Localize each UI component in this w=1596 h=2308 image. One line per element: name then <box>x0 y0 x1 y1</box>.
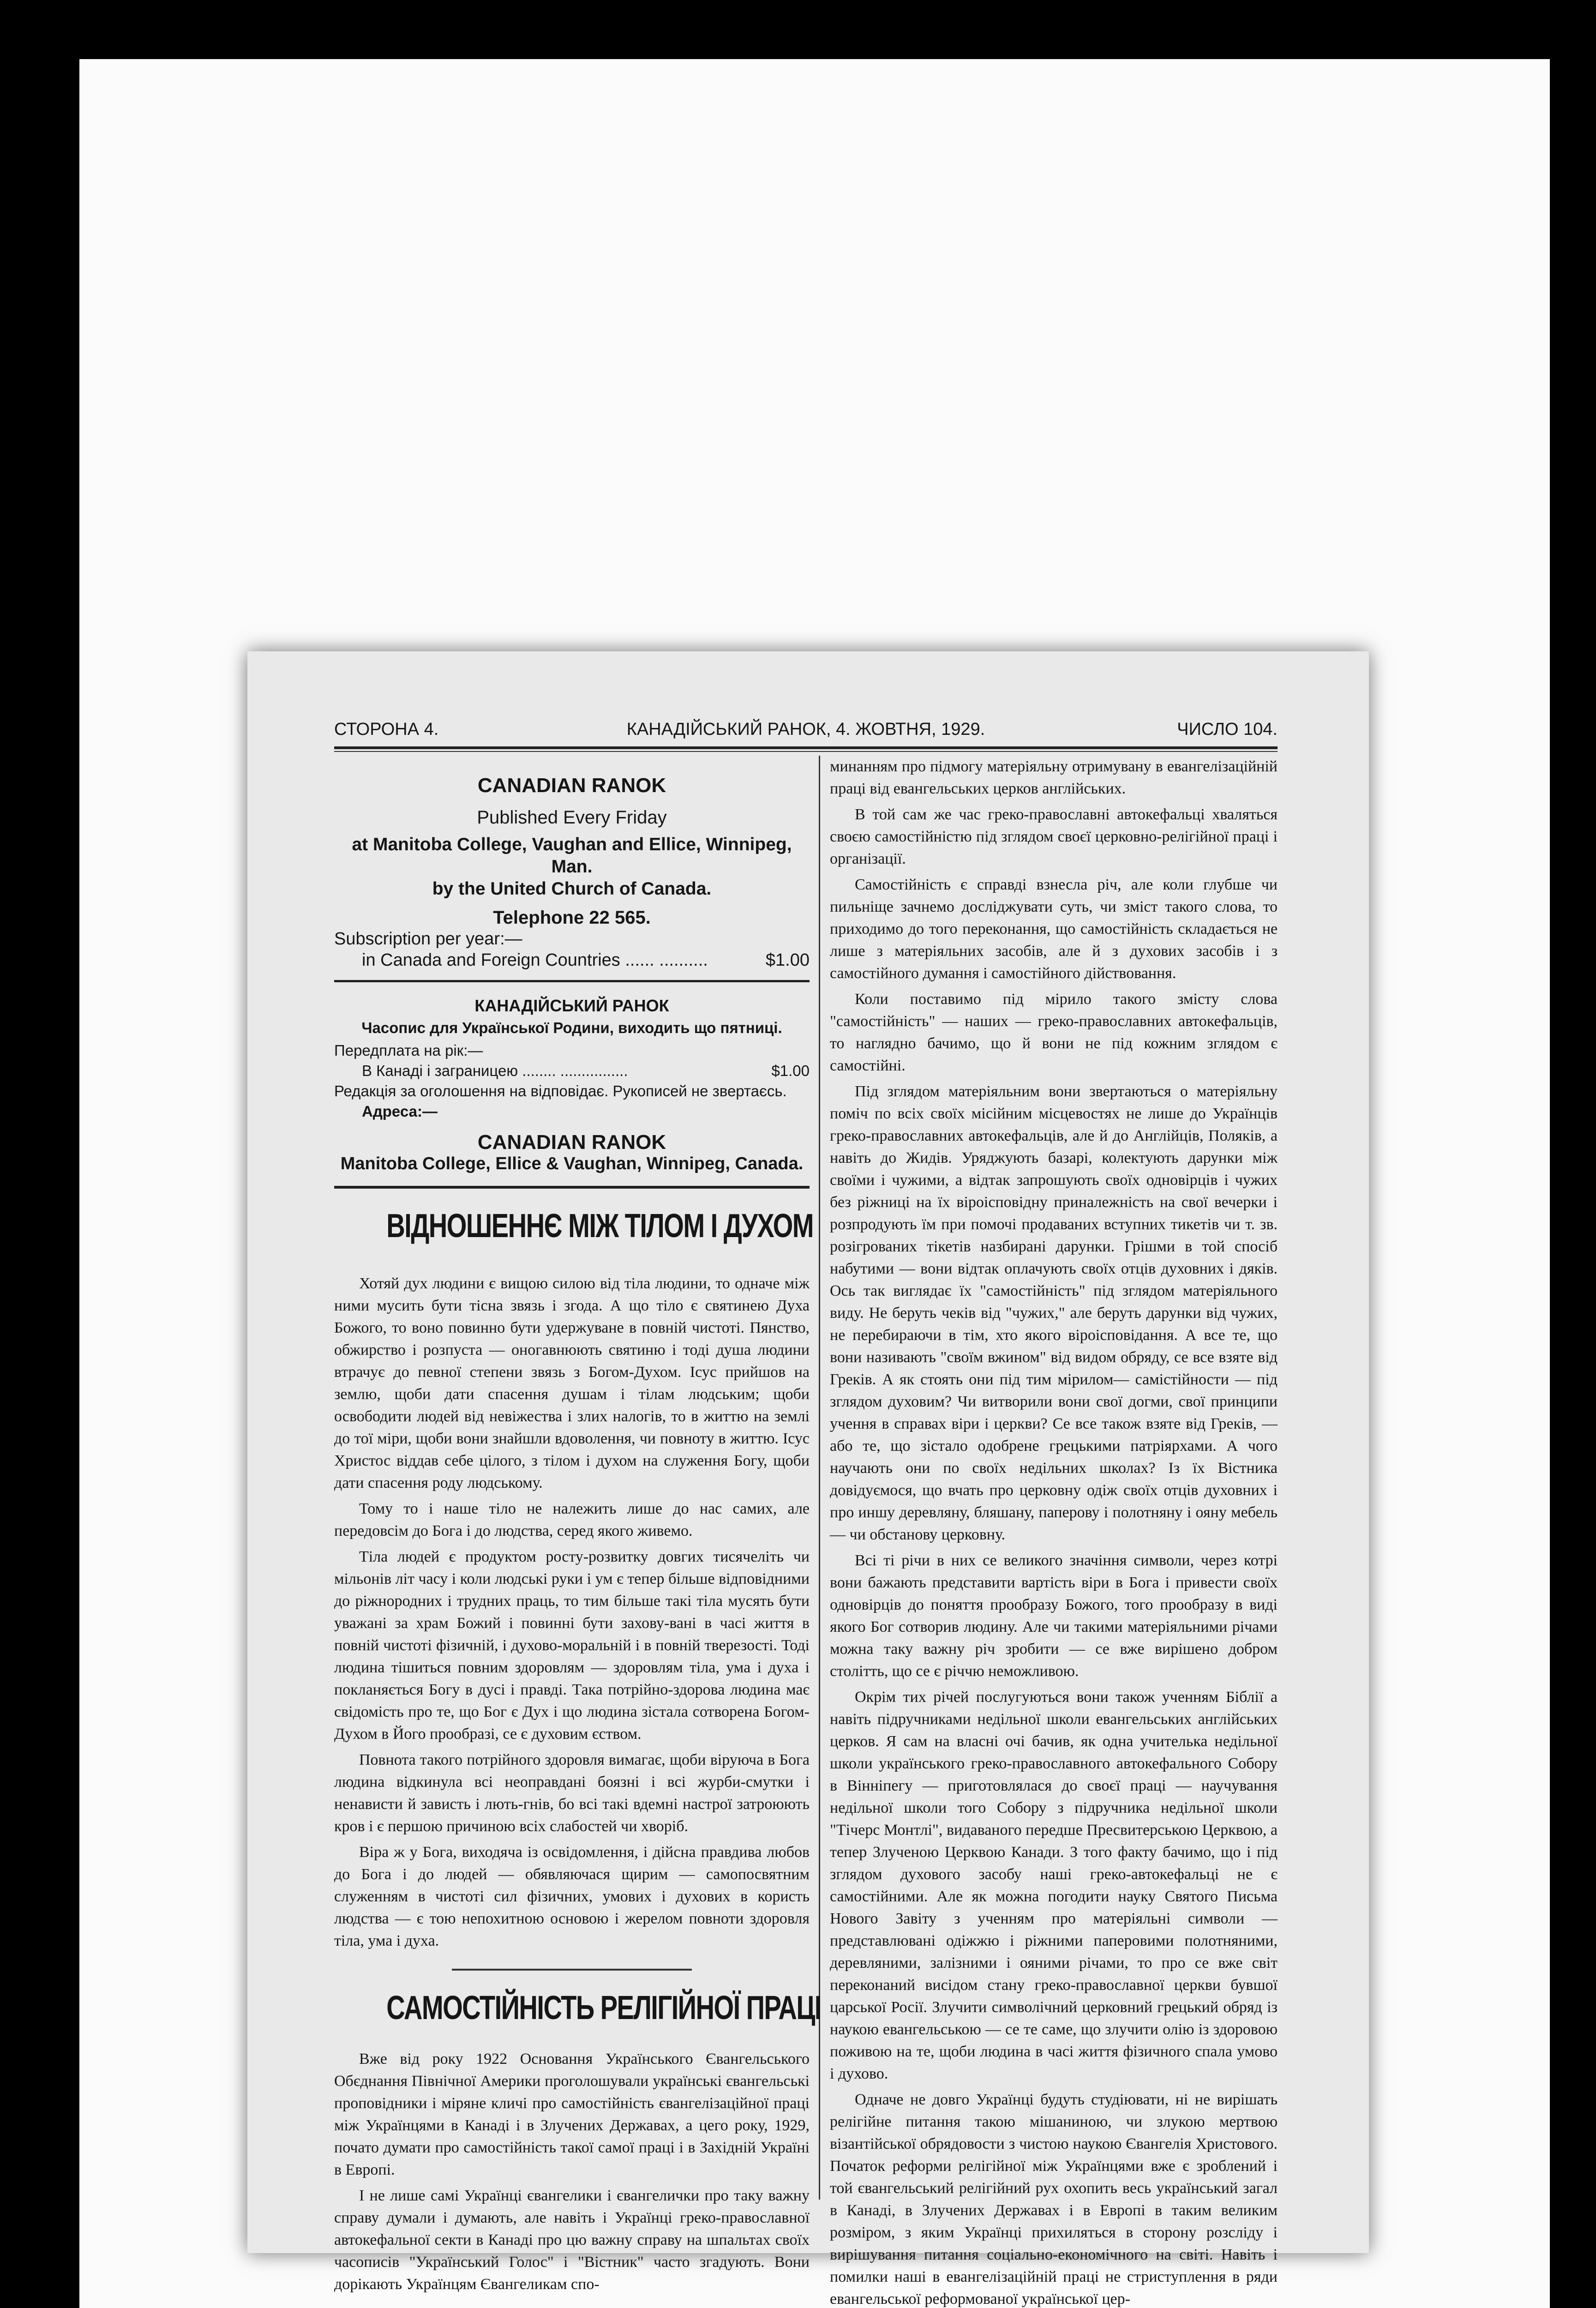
article-paragraph: Тіла людей є продуктом росту-розвитку довгих тисячеліть чи мільонів літ часу і коли людські руки і ум є тепер більше відповідними до ріжнородних і трудних праць, то тим більше такі тіла мусять бути уважані за храм Божий і повинні бути захову-вані в часі життя в повній чистоті фізичній, і духово-моральній і в повній тверезості. Тоді людина тішиться повним здоровлям — здоровлям тіла, ума і духа і покланяється Богу в дусі і правді. Така потрійно-здорова людина має свідомість про те, що Бог є Дух і що людина зістала сотворена Богом-Духом в Його прообразі, се є духовим єством. <box>334 1548 810 1743</box>
masthead-rule <box>334 980 810 982</box>
ua-editorial-notice: Редакція за оголошення на відповідає. Рукописей не звертаєсь. <box>334 1082 787 1100</box>
subscription-text: in Canada and Foreign Countries ...... .......... <box>362 950 708 970</box>
article-paragraph: Вже від року 1922 Основання Українського Євангельського Обєднання Північної Америки проголошували українські євангельські проповідники і міряне кличі про самостійність євангелізаційної праці між Українцями в Канаді і в Злучених Державах, а цего року, 1929, почато думати про самостійність такої самої праці і в Західній Україні в Европі. <box>334 2050 810 2178</box>
article-paragraph: Коли поставимо під мірило такого змісту слова "самостійність" — наших — греко-православних автокефальців, то наглядно бачимо, що й вони не під кожним зглядом є самостійні. <box>830 991 1278 1074</box>
ua-subscription-price: $1.00 <box>771 1062 810 1079</box>
ua-subscription-row <box>334 1061 810 1081</box>
article-text <box>334 2048 810 2296</box>
subscription-label: Subscription per year:— <box>334 929 522 949</box>
ua-subscription-text: В Канаді і заграницею ........ ................ <box>362 1062 628 1079</box>
masthead-address-line1: at Manitoba College, Vaughan and Ellice, Winnipeg, Man. <box>352 835 792 877</box>
article-body-soul <box>334 1207 814 1952</box>
page-header <box>334 720 1278 742</box>
masthead-ukrainian <box>334 996 810 1174</box>
article-paragraph: Під зглядом матеріяльним вони звертаються о матеріяльну поміч по всіх своїх місійним місцевостях не лише до Українців греко-православних автокефальців, але й до Англійців, Поляків, а навіть до Жидів. Уряджують базарі, колектують дарунки між своїми і чужими, а відтак запрошують своїх одновірців і чужих без ріжниці на їх віроісповідну приналежність на свої вечерки і розпродують їм при помочі продаваних вступних тикетів чи т. зв. розігрованих тікетів назбирані дарунки. Грішми в той спосіб набутими — вони відтак оплачують своїх отців духовних і дяків. Ось так виглядає їх "самостійність" під зглядом матеріяльного виду. Не беруть чеків від "чужих," але беруть дарунки від чужих, не перебираючи в тім, хто якого віроісповідання. А все те, що вони називають "своїм вжином" від видом обряду, се все взяте від Греків. А як стоять они під тим мірилом— самістійности — під зглядом духовим? Чи витворили вони свої догми, свої принципи учення в справах віри і церкви? Се все також взяте від Греків, — або те, що зістало одобрене грецькими патріярхами. А чого научають они по своїх недільних школах? Із їх Вістника довідуємося, що вчать про церковну одіж своїх отців духовних і про иншу деревляну, бляшану, паперову і полотняну і ояну мебель — чи обстанову церковну. <box>830 1083 1278 1543</box>
right-column <box>830 756 1278 2308</box>
article-headline: САМОСТІЙНІСТЬ РЕЛІГІЙНОЇ ПРАЦІ <box>386 1989 821 2026</box>
masthead-address-line2: by the United Church of Canada. <box>432 879 712 899</box>
masthead-address <box>334 834 810 900</box>
ua-masthead-subtitle: Часопис для Української Родини, виходить що пятниці. <box>361 1019 782 1036</box>
address-title: CANADIAN RANOK <box>477 1131 666 1154</box>
article-paragraph: Одначе не довго Українці будуть студіювати, ні не вирішать релігійне питання такою мішаниною, чи злукою мертвою візантійської обрядовости з чистою наукою Євангелія Христового. Початок реформи релігійної між Українцями вже є зроблений і той євангельський релігійний рух охопить весь український загал в Канаді, в Злучених Державах і в Европі в таким великим розміром, з яким Українці прихиляться в сторону розсліду і вирішування питання соціально-економічного на світі. Навіть і помилки наші в евангелізаційній праці не стриступлення в ряди евангельської реформованої української цер- <box>830 2091 1278 2308</box>
column-divider <box>819 756 820 2200</box>
newspaper-dateline: КАНАДІЙСЬКИЙ РАНОК, 4. ЖОВТНЯ, 1929. <box>626 720 985 739</box>
newspaper-page <box>247 651 1369 2308</box>
masthead-subtitle: Published Every Friday <box>477 807 667 828</box>
masthead-title: CANADIAN RANOK <box>477 774 666 797</box>
article-separator <box>452 1969 692 1971</box>
ua-subscription-label: Передплата на рік:— <box>334 1042 483 1059</box>
article-paragraph: І не лише самі Українці євангелики і євангелички про таку важну справу думали і думають, але навіть і Українці греко-православної автокефальної секти в Канаді про цю важну справу на шпальтах своїх часописів "Український Голос" і "Вістник" часто згадують. Вони дорікають Українцям Євангеликам спо- <box>334 2187 810 2293</box>
article-paragraph: Самостійність є справді взнесла річ, але коли глубше чи пильніще зачнемо досліджувати суть, чи зміст такого слова, то приходимо до того переконання, що самостійність складається не лише з матеріяльних засобів, але й з духових засобів і з самостійного думання і самостійного дійствовання. <box>830 876 1278 982</box>
subscription-price: $1.00 <box>765 950 810 970</box>
ua-address-label: Адреса:— <box>362 1103 438 1120</box>
article-paragraph: Повнота такого потрійного здоровля вимагає, щоби віруюча в Бога людина відкинула всі неоправдані боязні і всі журби-смутки і ненависти й зависть і лють-гнів, бо всі такі вдемні настрої затроюють кров і є першою причиною всіх слабостей чи хворіб. <box>334 1751 810 1835</box>
article-paragraph: Віра ж у Бога, виходяча із освідомлення, і дійсна правдива любов до Бога і до людей — обявляючася щирим — самопосвятним служенням в чистоті сил фізичних, умових і духових в користь людства — є тою непохитною основою і жерелом повноти здоровля тіла, ума і духа. <box>334 1844 810 1949</box>
article-continuation <box>830 756 1278 2308</box>
article-headline: ВІДНОШЕННЄ МІЖ ТІЛОМ І ДУХОМ <box>386 1208 814 1244</box>
article-paragraph: В той сам же час греко-православні автокефальці хваляться своєю самостійністю під зглядом своєї церковно-релігійної праці і організації. <box>830 806 1278 867</box>
article-paragraph: Хотяй дух людини є вищою силою від тіла людини, то одначе між ними мусить бути тісна звязь і згода. А що тіло є святинею Духа Божого, то воно повинно бути удержуване в повній чистоті. Пянство, обжирство і розпуста — оногавнюють святиню і тоді душа людини втрачує до певної степени звязь з Богом-Духом. Ісус прийшов на землю, щоби дати спасення душам і тілам людським; щоби освободити людей від невіжества і злих налогів, то в життю на землі до тої міри, щоби вони знайшли вдоволення, чи повноту в життю. Ісус Христос віддав себе цілого, з тілом і духом на служення Богу, щоби дати спасення роду людському. <box>334 1275 810 1491</box>
masthead-telephone: Telephone 22 565. <box>493 908 651 928</box>
address-line: Manitoba College, Ellice & Vaughan, Winnipeg, Canada. <box>340 1154 804 1173</box>
header-rule-thin <box>334 751 1278 752</box>
masthead-box-rule <box>334 1186 810 1189</box>
article-religious-independence <box>334 1989 821 2296</box>
ua-masthead-title: КАНАДІЙСЬКИЙ РАНОК <box>474 996 669 1015</box>
page-number: СТОРОНА 4. <box>334 720 439 739</box>
article-paragraph: Тому то і наше тіло не належить лише до нас самих, але передовсім до Бога і до людства, серед якого живемо. <box>334 1500 810 1539</box>
subscription-row <box>334 950 810 971</box>
article-paragraph: Всі ті річи в них се великого значіння символи, через котрі вони бажають представити вартість віри в Бога і привести своїх одновірців до поняття прообразу Божого, того прообразу в виді якого Бог сотворив людину. Але чи такими матеріяльними річами можна таку важну річ зробити — се вже вирішено добром столітть, що се є річчю неможливою. <box>830 1552 1278 1680</box>
article-text <box>334 1273 810 1952</box>
article-paragraph: минанням про підмогу матеріяльну отримувану в евангелізаційній праці від евангельських церков англійських. <box>830 758 1278 797</box>
issue-number: ЧИСЛО 104. <box>1177 720 1278 739</box>
masthead-english <box>334 756 810 971</box>
header-rule <box>334 746 1278 749</box>
left-column <box>334 756 821 2299</box>
article-paragraph: Окрім тих річей послугуються вони також ученням Біблії а навіть підручниками недільної школи евангельських англійських церков. Я сам на власні очі бачив, як одна учителька недільної школи українського греко-православного автокефального Собору в Вінніпегу — приготовлялася до своєї праці — научування недільної школи того Собору з підручника недільної школи "Тічерс Монтлі", видаваного передше Пресвитерською Церквою, а тепер Злученою Церквою Канади. З того факту бачимо, що і під зглядом духового засобу наші греко-автокефальці не є самостійними. Але як можна погодити науку Святого Письма Нового Завіту з ученням про матеріяльні символи — представлювані одіжжю і ріжними паперовими полотняними, деревляними, залізними і ояними річами, то про се вже світ переконаний висідом стану греко-православної церкви бувшої царської Росії. Злучити символічний церковний грецький обряд із наукою евангельською — се те саме, що злучити олію із здоровою поживою на те, щоби людина в часі життя фізичного спала умово і духово. <box>830 1689 1278 2082</box>
